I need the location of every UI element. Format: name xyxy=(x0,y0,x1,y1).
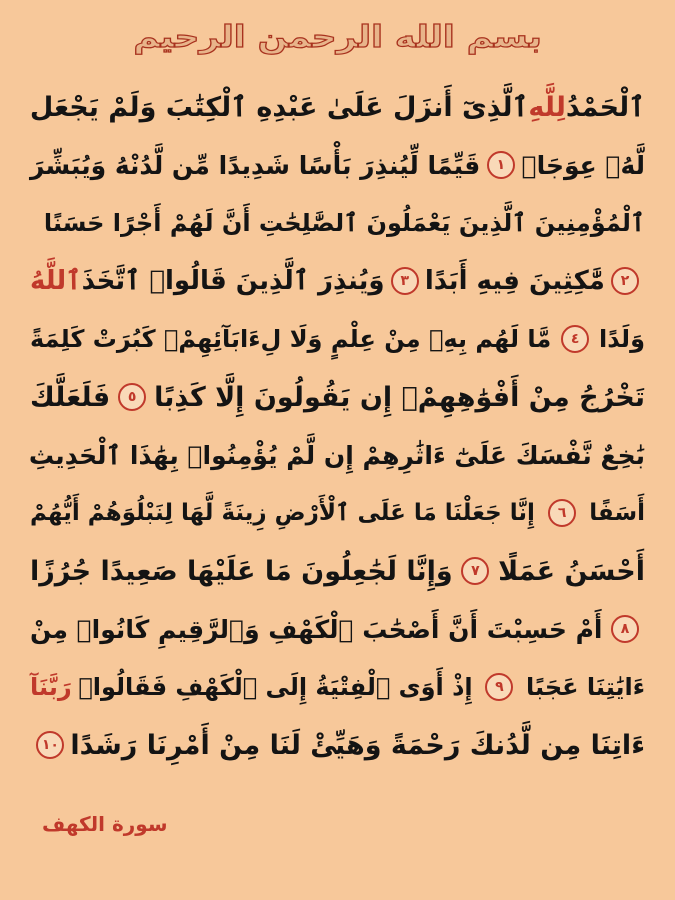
verse-line xyxy=(30,368,645,426)
ayah-number-marker: ٢ xyxy=(611,267,639,295)
ayah-number-marker: ٣ xyxy=(391,267,419,295)
verse-text: إِنَّا جَعَلْنَا مَا عَلَى ٱلْأَرْضِ زِينَةً لَّهَا لِنَبْلُوَهُمْ أَيُّهُمْ xyxy=(30,500,535,526)
verse-line xyxy=(30,426,645,484)
verse-line xyxy=(30,658,645,716)
verses-block xyxy=(30,78,645,774)
verse-line xyxy=(30,310,645,368)
surah-name-label: سورة الكهف xyxy=(42,812,168,836)
verse-text: مَّٰكِثِينَ فِيهِ أَبَدًا xyxy=(424,266,605,296)
divine-name-text: لِلَّهِ xyxy=(528,91,566,123)
verse-text: إِذْ أَوَى ٱلْفِتْيَةُ إِلَى ٱلْكَهْفِ فَقَالُوا۟ xyxy=(78,673,473,701)
verse-line xyxy=(30,194,645,252)
ayah-number-marker: ٧ xyxy=(461,557,489,585)
verse-text: لَّهُۥ عِوَجَاۜ xyxy=(521,150,645,180)
verse-text: ٱلَّذِىٓ أَنزَلَ عَلَىٰ عَبْدِهِ ٱلْكِتَٰبَ وَلَمْ يَجْعَل xyxy=(29,91,529,123)
ayah-number-marker: ١ xyxy=(487,151,515,179)
divine-name-text: ٱللَّهُ xyxy=(30,266,82,296)
verse-text: مَّا لَهُم بِهِۦ مِنْ عِلْمٍ وَلَا لِءَابَآئِهِمْۚ كَبُرَتْ كَلِمَةً xyxy=(30,325,552,353)
verse-text: تَخْرُجُ مِنْ أَفْوَٰهِهِمْۚ إِن يَقُولُونَ إِلَّا كَذِبًا xyxy=(154,381,645,413)
ayah-number-marker: ١٠ xyxy=(36,731,64,759)
verse-text: ٱلْمُؤْمِنِينَ ٱلَّذِينَ يَعْمَلُونَ ٱلصَّٰلِحَٰتِ أَنَّ لَهُمْ أَجْرًا حَسَنًا xyxy=(43,209,645,237)
verse-line xyxy=(30,252,645,310)
verse-line xyxy=(30,136,645,194)
verse-text: ٱلْحَمْدُ xyxy=(565,91,645,123)
ayah-number-marker: ٨ xyxy=(611,615,639,643)
ayah-number-marker: ٩ xyxy=(485,673,513,701)
verse-line xyxy=(30,484,645,542)
verse-line xyxy=(30,600,645,658)
verse-text: وَيُنذِرَ ٱلَّذِينَ قَالُوا۟ ٱتَّخَذَ xyxy=(81,266,385,296)
divine-name-text: رَبَّنَآ xyxy=(30,673,72,701)
verse-text: أَحْسَنُ عَمَلًا xyxy=(498,555,645,587)
verse-text: ءَاتِنَا مِن لَّدُنكَ رَحْمَةً وَهَيِّئْ لَنَا مِنْ أَمْرِنَا رَشَدًا xyxy=(70,729,645,761)
ayah-number-marker: ٤ xyxy=(561,325,589,353)
verse-line xyxy=(30,78,645,136)
verse-text: وَلَدًا xyxy=(598,325,645,353)
basmala-header xyxy=(0,6,675,68)
basmala-text: بسم الله الرحمن الرحيم xyxy=(133,19,542,55)
verse-text: أَسَفًا xyxy=(589,500,645,526)
verse-line xyxy=(30,716,645,774)
verse-text: أَمْ حَسِبْتَ أَنَّ أَصْحَٰبَ ٱلْكَهْفِ وَٱلرَّقِيمِ كَانُوا۟ مِنْ xyxy=(30,614,603,644)
verse-text: ءَايَٰتِنَا عَجَبًا xyxy=(526,673,645,701)
verse-text: فَلَعَلَّكَ xyxy=(30,381,111,413)
ayah-number-marker: ٥ xyxy=(118,383,146,411)
verse-text: وَإِنَّا لَجَٰعِلُونَ مَا عَلَيْهَا صَعِيدًا جُرُزًا xyxy=(30,555,453,587)
verse-text: بَٰخِعٌ نَّفْسَكَ عَلَىٰٓ ءَاثَٰرِهِمْ إِن لَّمْ يُؤْمِنُوا۟ بِهَٰذَا ٱلْحَدِيثِ xyxy=(28,440,645,470)
verse-line xyxy=(30,542,645,600)
ayah-number-marker: ٦ xyxy=(548,499,576,527)
verse-text: قَيِّمًا لِّيُنذِرَ بَأْسًا شَدِيدًا مِّن لَّدُنْهُ وَيُبَشِّرَ xyxy=(30,150,481,180)
